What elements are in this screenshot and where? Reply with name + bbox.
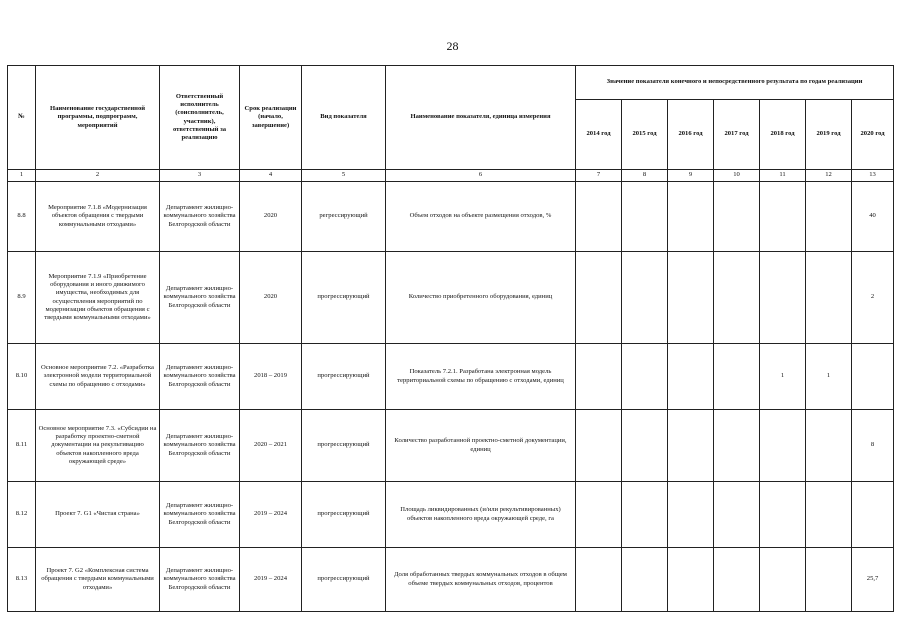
header-year: 2017 год bbox=[714, 100, 760, 170]
column-number: 6 bbox=[386, 170, 576, 182]
row-value bbox=[576, 482, 622, 548]
table-row bbox=[8, 482, 894, 548]
row-name: Мероприятие 7.1.9 «Приобретение оборудования и иного движимого имущества, необходимых для осуществления мероприятий по модернизации объектов обращения с твердыми коммунальными отходами» bbox=[36, 252, 160, 344]
row-value bbox=[622, 182, 668, 252]
row-value: 1 bbox=[760, 344, 806, 410]
row-value bbox=[760, 548, 806, 612]
row-value bbox=[622, 252, 668, 344]
row-no: 8.8 bbox=[8, 182, 36, 252]
header-year: 2020 год bbox=[852, 100, 894, 170]
row-responsible: Департамент жилищно-коммунального хозяйства Белгородской области bbox=[160, 344, 240, 410]
row-value: 40 bbox=[852, 182, 894, 252]
row-value bbox=[714, 344, 760, 410]
row-value bbox=[806, 482, 852, 548]
row-responsible: Департамент жилищно-коммунального хозяйства Белгородской области bbox=[160, 182, 240, 252]
row-value bbox=[714, 252, 760, 344]
table-row bbox=[8, 344, 894, 410]
header-indicator-name: Наименование показателя, единица измерения bbox=[386, 66, 576, 170]
row-value bbox=[622, 482, 668, 548]
row-no: 8.9 bbox=[8, 252, 36, 344]
row-name: Основное мероприятие 7.3. «Субсидии на разработку проектно-сметной документации на рекультивацию объектов накопленного вреда окружающей среде» bbox=[36, 410, 160, 482]
row-name: Мероприятие 7.1.8 «Модернизация объектов обращения с твердыми коммунальными отходами» bbox=[36, 182, 160, 252]
row-no: 8.11 bbox=[8, 410, 36, 482]
row-value bbox=[714, 482, 760, 548]
row-value bbox=[806, 548, 852, 612]
table-row bbox=[8, 182, 894, 252]
column-numbers-row bbox=[8, 170, 894, 182]
row-value bbox=[622, 410, 668, 482]
row-value bbox=[668, 548, 714, 612]
row-indicator-name: Доля обработанных твердых коммунальных отходов в общем объеме твердых коммунальных отходов, процентов bbox=[386, 548, 576, 612]
header-year: 2014 год bbox=[576, 100, 622, 170]
header-responsible: Ответственный исполнитель (соисполнитель, участник), ответственный за реализацию bbox=[160, 66, 240, 170]
row-value bbox=[760, 482, 806, 548]
column-number: 1 bbox=[8, 170, 36, 182]
column-number: 3 bbox=[160, 170, 240, 182]
row-indicator-type: прогрессирующий bbox=[302, 344, 386, 410]
row-value bbox=[576, 252, 622, 344]
row-term: 2019 – 2024 bbox=[240, 482, 302, 548]
row-term: 2020 – 2021 bbox=[240, 410, 302, 482]
row-indicator-type: прогрессирующий bbox=[302, 410, 386, 482]
column-number: 4 bbox=[240, 170, 302, 182]
row-value bbox=[576, 182, 622, 252]
row-responsible: Департамент жилищно-коммунального хозяйства Белгородской области bbox=[160, 252, 240, 344]
column-number: 9 bbox=[668, 170, 714, 182]
row-value bbox=[668, 344, 714, 410]
row-value bbox=[806, 252, 852, 344]
column-number: 11 bbox=[760, 170, 806, 182]
row-name: Проект 7. G1 «Чистая страна» bbox=[36, 482, 160, 548]
column-number: 8 bbox=[622, 170, 668, 182]
row-value bbox=[714, 548, 760, 612]
row-value bbox=[852, 482, 894, 548]
row-value bbox=[852, 344, 894, 410]
column-number: 2 bbox=[36, 170, 160, 182]
page-number: 28 bbox=[446, 39, 459, 53]
row-value bbox=[622, 548, 668, 612]
row-value: 8 bbox=[852, 410, 894, 482]
row-name: Основное мероприятие 7.2. «Разработка электронной модели территориальной схемы по обращению с отходами» bbox=[36, 344, 160, 410]
column-number: 12 bbox=[806, 170, 852, 182]
column-number: 5 bbox=[302, 170, 386, 182]
indicators-table bbox=[7, 65, 894, 612]
column-number: 10 bbox=[714, 170, 760, 182]
row-no: 8.12 bbox=[8, 482, 36, 548]
row-value bbox=[668, 182, 714, 252]
row-value bbox=[806, 182, 852, 252]
row-name: Проект 7. G2 «Комплексная система обращения с твердыми коммунальными отходами» bbox=[36, 548, 160, 612]
row-value bbox=[760, 182, 806, 252]
header-year: 2016 год bbox=[668, 100, 714, 170]
table-row bbox=[8, 252, 894, 344]
header-values-group: Значение показателя конечного и непосредственного результата по годам реализации bbox=[576, 66, 894, 100]
row-value bbox=[668, 410, 714, 482]
row-indicator-name: Показатель 7.2.1. Разработана электронная модель территориальной схемы по обращению с отходами, единиц bbox=[386, 344, 576, 410]
row-indicator-type: прогрессирующий bbox=[302, 548, 386, 612]
row-indicator-type: прогрессирующий bbox=[302, 482, 386, 548]
header-no: № bbox=[8, 66, 36, 170]
row-value bbox=[760, 410, 806, 482]
row-value: 1 bbox=[806, 344, 852, 410]
table-row bbox=[8, 548, 894, 612]
column-number: 7 bbox=[576, 170, 622, 182]
header-year: 2018 год bbox=[760, 100, 806, 170]
row-term: 2019 – 2024 bbox=[240, 548, 302, 612]
row-value bbox=[760, 252, 806, 344]
row-value bbox=[622, 344, 668, 410]
row-value: 2 bbox=[852, 252, 894, 344]
row-term: 2020 bbox=[240, 252, 302, 344]
row-responsible: Департамент жилищно-коммунального хозяйства Белгородской области bbox=[160, 482, 240, 548]
row-term: 2018 – 2019 bbox=[240, 344, 302, 410]
row-value bbox=[668, 252, 714, 344]
row-value bbox=[576, 344, 622, 410]
row-value bbox=[576, 410, 622, 482]
header-year: 2015 год bbox=[622, 100, 668, 170]
row-indicator-type: регрессирующий bbox=[302, 182, 386, 252]
row-no: 8.13 bbox=[8, 548, 36, 612]
row-value: 25,7 bbox=[852, 548, 894, 612]
row-indicator-name: Объем отходов на объекте размещения отходов, % bbox=[386, 182, 576, 252]
header-name: Наименование государственной программы, подпрограмм, мероприятий bbox=[36, 66, 160, 170]
header-year: 2019 год bbox=[806, 100, 852, 170]
table-row bbox=[8, 410, 894, 482]
row-indicator-name: Количество приобретенного оборудования, единиц bbox=[386, 252, 576, 344]
header-term: Срок реализации (начало, завершение) bbox=[240, 66, 302, 170]
row-no: 8.10 bbox=[8, 344, 36, 410]
row-responsible: Департамент жилищно-коммунального хозяйства Белгородской области bbox=[160, 548, 240, 612]
row-indicator-name: Количество разработанной проектно-сметной документации, единиц bbox=[386, 410, 576, 482]
row-indicator-type: прогрессирующий bbox=[302, 252, 386, 344]
row-value bbox=[576, 548, 622, 612]
column-number: 13 bbox=[852, 170, 894, 182]
row-value bbox=[714, 410, 760, 482]
row-value bbox=[806, 410, 852, 482]
row-value bbox=[668, 482, 714, 548]
header-indicator-type: Вид показателя bbox=[302, 66, 386, 170]
row-value bbox=[714, 182, 760, 252]
row-indicator-name: Площадь ликвидированных (и/или рекультивированных) объектов накопленного вреда окружающей среде, га bbox=[386, 482, 576, 548]
row-responsible: Департамент жилищно-коммунального хозяйства Белгородской области bbox=[160, 410, 240, 482]
row-term: 2020 bbox=[240, 182, 302, 252]
